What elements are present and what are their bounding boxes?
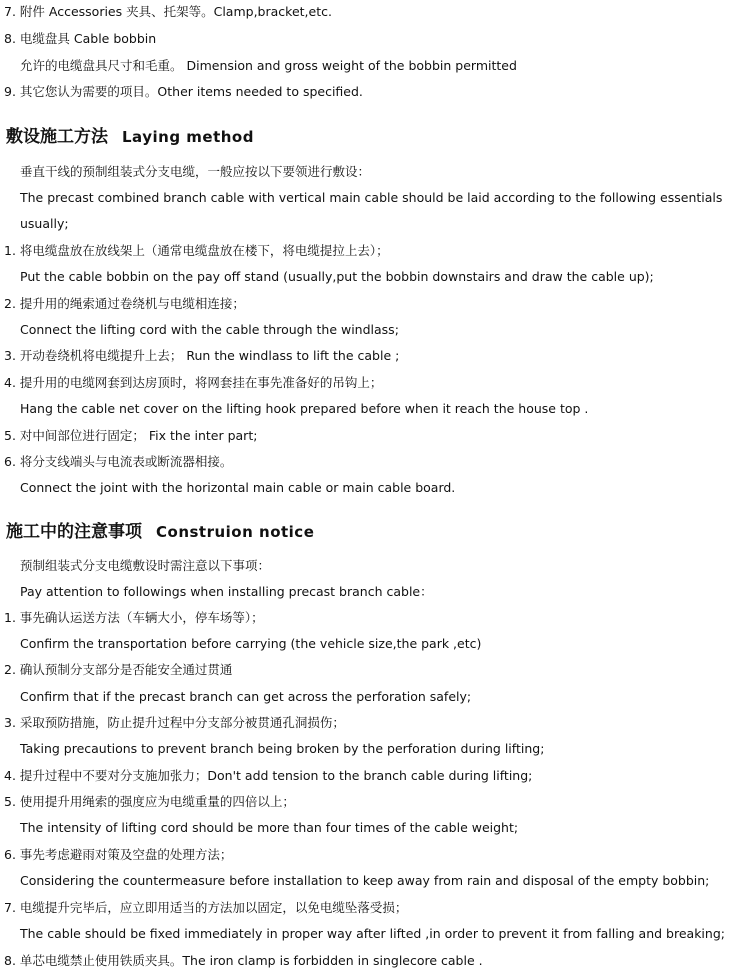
notice-line: 预制组装式分支电缆敷设时需注意以下事项：: [20, 558, 271, 573]
notice-line: Considering the countermeasure before installation to keep away from rain and disposal of the empty bobbin;: [20, 873, 710, 888]
laying-line: Put the cable bobbin on the pay off stand (usually,put the bobbin downstairs and draw the cable up);: [20, 269, 654, 284]
laying-line: The precast combined branch cable with vertical main cable should be laid according to the following essentials: [20, 190, 723, 205]
notice-line: The intensity of lifting cord should be more than four times of the cable weight;: [20, 820, 519, 835]
laying-title-cn: 敷设施工方法: [6, 127, 108, 147]
item-7-accessories: 7. 附件 Accessories 夹具、托架等。Clamp,bracket,etc.: [4, 4, 332, 19]
notice-step-5: 5. 使用提升用绳索的强度应为电缆重量的四倍以上；: [4, 794, 295, 809]
laying-method-heading: [6, 126, 254, 148]
construction-notice-heading: [6, 521, 314, 543]
laying-step-5: 5. 对中间部位进行固定； Fix the inter part;: [4, 428, 258, 443]
laying-line: Hang the cable net cover on the lifting hook prepared before when it reach the house top .: [20, 401, 589, 416]
notice-step-4: 4. 提升过程中不要对分支施加张力；Don't add tension to the branch cable during lifting;: [4, 768, 533, 783]
notice-step-6: 6. 事先考虑避雨对策及空盘的处理方法；: [4, 847, 233, 862]
item-8-cable-bobbin: 8. 电缆盘具 Cable bobbin: [4, 31, 157, 46]
laying-line: 垂直干线的预制组装式分支电缆，一般应按以下要领进行敷设：: [20, 164, 371, 179]
notice-step-7: 7. 电缆提升完毕后，应立即用适当的方法加以固定，以免电缆坠落受损；: [4, 900, 408, 915]
notice-line: Confirm the transportation before carrying (the vehicle size,the park ,etc): [20, 636, 482, 651]
notice-step-1: 1. 事先确认运送方法（车辆大小，停车场等）；: [4, 610, 264, 625]
notice-line: Taking precautions to prevent branch being broken by the perforation during lifting;: [20, 741, 545, 756]
notice-step-8: 8. 单芯电缆禁止使用铁质夹具。The iron clamp is forbidden in singlecore cable .: [4, 953, 483, 968]
laying-step-1: 1. 将电缆盘放在放线架上（通常电缆盘放在楼下，将电缆提拉上去）；: [4, 243, 389, 258]
laying-step-6: 6. 将分支线端头与电流表或断流器相接。: [4, 454, 233, 469]
notice-line: The cable should be fixed immediately in proper way after lifted ,in order to prevent it from falling and breaking;: [20, 926, 725, 941]
notice-step-2: 2. 确认预制分支部分是否能安全通过贯通: [4, 662, 233, 677]
notice-step-3: 3. 采取预防措施，防止提升过程中分支部分被贯通孔洞损伤；: [4, 715, 345, 730]
notice-title-en: Construion notice: [156, 523, 315, 541]
notice-line: Pay attention to followings when installing precast branch cable：: [20, 584, 433, 599]
laying-step-4: 4. 提升用的电缆网套到达房顶时，将网套挂在事先准备好的吊钩上；: [4, 375, 383, 390]
laying-line: Connect the lifting cord with the cable through the windlass;: [20, 322, 399, 337]
laying-line: usually;: [20, 216, 69, 231]
laying-line: Connect the joint with the horizontal main cable or main cable board.: [20, 480, 456, 495]
item-8-detail: 允许的电缆盘具尺寸和毛重。 Dimension and gross weight of the bobbin permitted: [20, 58, 517, 73]
laying-title-en: Laying method: [122, 128, 254, 146]
notice-line: Confirm that if the precast branch can get across the perforation safely;: [20, 689, 472, 704]
laying-step-2: 2. 提升用的绳索通过卷绕机与电缆相连接；: [4, 296, 245, 311]
laying-step-3: 3. 开动卷绕机将电缆提升上去； Run the windlass to lift the cable ;: [4, 348, 400, 363]
notice-title-cn: 施工中的注意事项: [6, 522, 142, 542]
item-9-other: 9. 其它您认为需要的项目。Other items needed to specified.: [4, 84, 363, 99]
